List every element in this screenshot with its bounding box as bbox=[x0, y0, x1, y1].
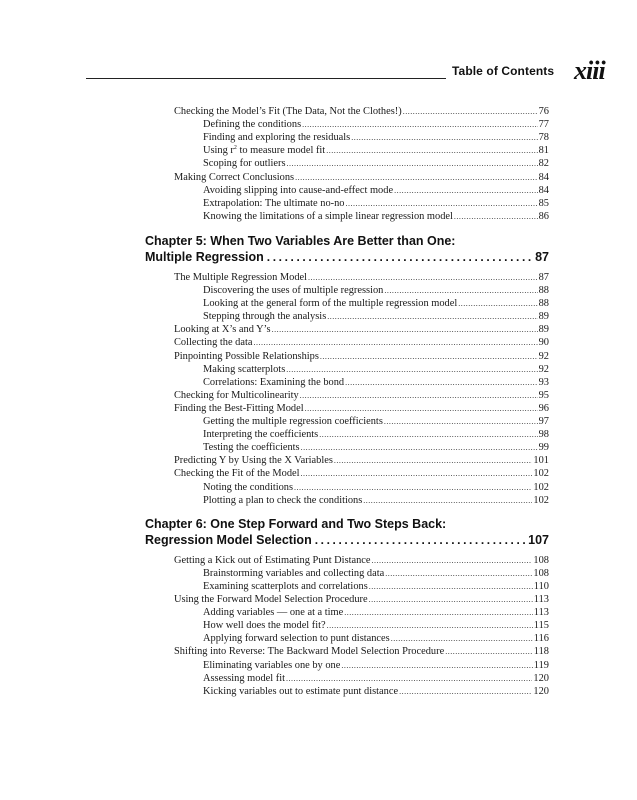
toc-entry[interactable] bbox=[203, 428, 549, 441]
dot-leader bbox=[445, 645, 533, 658]
toc-entry-title: Assessing model fit bbox=[203, 672, 285, 684]
chapter-title-line2 bbox=[145, 249, 549, 265]
toc-page-number: 98 bbox=[538, 429, 549, 441]
dot-leader bbox=[301, 467, 533, 480]
toc-entry[interactable] bbox=[203, 118, 549, 131]
toc-entry-title: Testing the coefficients bbox=[203, 442, 300, 454]
dot-leader bbox=[267, 249, 532, 265]
toc-entry-title-part: to measure model fit bbox=[236, 145, 326, 157]
toc-page-number: 84 bbox=[538, 184, 549, 196]
toc-page-number: 76 bbox=[538, 106, 549, 117]
toc-entry-title: Plotting a plan to check the conditions bbox=[203, 494, 363, 506]
dot-leader bbox=[403, 105, 538, 118]
dot-leader bbox=[320, 350, 538, 363]
dot-leader bbox=[384, 415, 538, 428]
toc-page-number: 110 bbox=[533, 580, 549, 592]
toc-entry-title: Knowing the limitations of a simple linear regression model bbox=[203, 210, 453, 222]
page-number: xiii bbox=[574, 56, 605, 85]
toc-page-number: 89 bbox=[538, 324, 549, 336]
dot-leader bbox=[326, 144, 537, 157]
toc-page-number: 116 bbox=[533, 633, 549, 645]
toc-page-number: 87 bbox=[538, 271, 549, 283]
toc-page-number: 102 bbox=[533, 494, 549, 506]
toc-entry-title: Kicking variables out to estimate punt distance bbox=[203, 685, 399, 697]
toc-entry[interactable] bbox=[174, 554, 549, 567]
toc-entry[interactable] bbox=[203, 441, 549, 454]
toc-page-number: 97 bbox=[538, 416, 549, 427]
toc-entry[interactable] bbox=[203, 619, 549, 632]
toc-page-number: 113 bbox=[533, 594, 549, 605]
toc-page-number: 84 bbox=[538, 171, 549, 183]
toc-page-number: 120 bbox=[533, 685, 549, 697]
toc-page-number: 113 bbox=[533, 607, 549, 619]
toc-entry[interactable] bbox=[203, 184, 549, 197]
toc-entry[interactable] bbox=[174, 271, 549, 284]
toc-entry-title: Stepping through the analysis bbox=[203, 311, 327, 323]
toc-entry-title: Correlations: Examining the bond bbox=[203, 376, 345, 388]
toc-page-number: 99 bbox=[538, 442, 549, 454]
toc-entry[interactable] bbox=[203, 297, 549, 310]
toc-page-number: 120 bbox=[533, 672, 549, 684]
toc-entry-title: Discovering the uses of multiple regression bbox=[203, 285, 384, 296]
toc-page-number: 89 bbox=[538, 311, 549, 323]
dot-leader bbox=[345, 376, 537, 389]
toc-entry[interactable] bbox=[203, 494, 549, 507]
toc-entry-title: Avoiding slipping into cause-and-effect mode bbox=[203, 184, 394, 196]
dot-leader bbox=[394, 184, 538, 197]
toc-entry-title bbox=[203, 144, 325, 157]
toc-entry-title: Making scatterplots bbox=[203, 363, 286, 375]
toc-entry[interactable] bbox=[203, 210, 549, 223]
toc-entry[interactable] bbox=[174, 336, 549, 349]
toc-entry[interactable] bbox=[203, 363, 549, 376]
dot-leader bbox=[372, 554, 533, 567]
chapter-heading[interactable] bbox=[145, 233, 549, 265]
dot-leader bbox=[369, 580, 533, 593]
toc-entry[interactable] bbox=[174, 454, 549, 467]
toc-entry[interactable] bbox=[203, 685, 549, 698]
dot-leader bbox=[327, 619, 533, 632]
toc-entry-title: Eliminating variables one by one bbox=[203, 659, 341, 671]
toc-page-number: 81 bbox=[538, 145, 549, 157]
toc-entry[interactable] bbox=[203, 284, 549, 297]
toc-entry[interactable] bbox=[174, 323, 549, 336]
toc-entry-title-part: Using r bbox=[203, 145, 234, 157]
toc-page-number: 77 bbox=[538, 119, 549, 131]
chapter-page-number: 107 bbox=[528, 532, 549, 547]
chapter-title-line1: Chapter 6: One Step Forward and Two Steps Back: bbox=[145, 516, 447, 531]
chapter-title-line2 bbox=[145, 532, 549, 548]
dot-leader bbox=[308, 271, 538, 284]
toc-entry[interactable] bbox=[174, 467, 549, 480]
toc-entry-title: Pinpointing Possible Relationships bbox=[174, 350, 319, 362]
chapter-title-line1: Chapter 5: When Two Variables Are Better than One: bbox=[145, 233, 456, 248]
toc-page-number: 92 bbox=[538, 350, 549, 362]
toc-entry-title: Examining scatterplots and correlations bbox=[203, 580, 368, 592]
toc-entry-title: Shifting into Reverse: The Backward Model Selection Procedure bbox=[174, 646, 445, 658]
toc-page-number: 78 bbox=[538, 132, 549, 144]
dot-leader bbox=[363, 494, 532, 507]
toc-entry-title: Predicting Y by Using the X Variables bbox=[174, 455, 333, 467]
toc-entry[interactable] bbox=[203, 659, 549, 672]
toc-entry-title: Interpreting the coefficients bbox=[203, 429, 319, 441]
toc-entry-title: How well does the model fit? bbox=[203, 620, 326, 632]
toc-entry[interactable] bbox=[203, 580, 549, 593]
chapter-page-number: 87 bbox=[535, 249, 549, 264]
toc-entry[interactable] bbox=[174, 171, 549, 184]
toc-entry-title: Finding and exploring the residuals bbox=[203, 132, 351, 144]
toc-entry-title: Checking the Fit of the Model bbox=[174, 468, 300, 480]
toc-entry-title: Brainstorming variables and collecting data bbox=[203, 567, 385, 579]
chapter-subtitle: Multiple Regression bbox=[145, 249, 264, 264]
dot-leader bbox=[302, 118, 537, 131]
toc-entry[interactable] bbox=[174, 645, 549, 658]
toc-entry-title: The Multiple Regression Model bbox=[174, 271, 308, 283]
toc-page-number: 95 bbox=[538, 389, 549, 401]
toc-entry[interactable] bbox=[203, 672, 549, 685]
toc-page-number: 88 bbox=[538, 298, 549, 310]
dot-leader bbox=[351, 131, 537, 144]
toc-entry-title: Getting the multiple regression coefficients bbox=[203, 416, 383, 427]
toc-entry-title: Scoping for outliers bbox=[203, 158, 286, 170]
toc-entry[interactable] bbox=[203, 197, 549, 210]
toc-entry-title: Adding variables — one at a time bbox=[203, 607, 344, 619]
toc-page-number: 119 bbox=[533, 659, 549, 671]
toc-entry[interactable] bbox=[203, 415, 549, 428]
toc-page-number: 88 bbox=[538, 285, 549, 296]
dot-leader bbox=[287, 157, 538, 170]
toc-page-number: 102 bbox=[533, 481, 549, 493]
toc-entry[interactable] bbox=[174, 402, 549, 415]
dot-leader bbox=[341, 659, 532, 672]
toc-page-number: 92 bbox=[538, 363, 549, 375]
dot-leader bbox=[454, 210, 538, 223]
dot-leader bbox=[399, 685, 532, 698]
toc-entry-title: Defining the conditions bbox=[203, 119, 302, 131]
toc-page-number: 85 bbox=[538, 197, 549, 209]
toc-page-number: 108 bbox=[533, 567, 549, 579]
dot-leader bbox=[458, 297, 537, 310]
dot-leader bbox=[385, 567, 532, 580]
dot-leader bbox=[305, 402, 538, 415]
dot-leader bbox=[315, 532, 525, 548]
toc-page-number: 93 bbox=[538, 376, 549, 388]
dot-leader bbox=[295, 171, 538, 184]
dot-leader bbox=[300, 389, 538, 402]
toc-entry[interactable] bbox=[203, 157, 549, 170]
dot-leader bbox=[286, 672, 532, 685]
dot-leader bbox=[327, 310, 537, 323]
toc-entry[interactable] bbox=[174, 350, 549, 363]
dot-leader bbox=[369, 593, 533, 606]
toc-entry-title: Getting a Kick out of Estimating Punt Distance bbox=[174, 554, 371, 566]
toc-entry[interactable] bbox=[174, 105, 549, 118]
toc-entry-title: Finding the Best-Fitting Model bbox=[174, 402, 304, 414]
toc-entry[interactable] bbox=[174, 389, 549, 402]
dot-leader bbox=[334, 454, 532, 467]
toc-entry-title: Checking the Model’s Fit (The Data, Not the Clothes!) bbox=[174, 106, 402, 117]
toc-page-number: 118 bbox=[533, 646, 549, 658]
toc-page-number: 108 bbox=[533, 554, 549, 566]
toc-entry-title: Collecting the data bbox=[174, 337, 253, 349]
dot-leader bbox=[346, 197, 538, 210]
superscript: 2 bbox=[233, 145, 237, 152]
toc-entry-title: Looking at the general form of the multiple regression model bbox=[203, 298, 458, 310]
dot-leader bbox=[294, 481, 532, 494]
dot-leader bbox=[384, 284, 537, 297]
toc-entry[interactable] bbox=[203, 481, 549, 494]
toc-entry-title: Noting the conditions bbox=[203, 481, 294, 493]
toc-entry-title: Applying forward selection to punt distances bbox=[203, 633, 390, 645]
toc-page-number: 115 bbox=[533, 620, 549, 632]
dot-leader bbox=[272, 323, 538, 336]
toc-entry[interactable] bbox=[174, 593, 549, 606]
chapter-subtitle: Regression Model Selection bbox=[145, 532, 312, 547]
toc-page-number: 90 bbox=[538, 337, 549, 349]
toc-entry[interactable] bbox=[203, 632, 549, 645]
toc-page-number: 96 bbox=[538, 402, 549, 414]
toc-page-number: 86 bbox=[538, 210, 549, 222]
toc-entry-title: Using the Forward Model Selection Procedure bbox=[174, 594, 368, 605]
toc-entry[interactable] bbox=[203, 131, 549, 144]
toc-entry[interactable] bbox=[203, 310, 549, 323]
dot-leader bbox=[319, 428, 537, 441]
toc-entry-title: Looking at X’s and Y’s bbox=[174, 324, 271, 336]
dot-leader bbox=[286, 363, 537, 376]
toc-page-number: 101 bbox=[533, 455, 549, 467]
chapter-heading[interactable] bbox=[145, 516, 549, 548]
toc-entry[interactable] bbox=[203, 376, 549, 389]
toc-entry[interactable] bbox=[203, 144, 549, 157]
dot-leader bbox=[301, 441, 538, 454]
dot-leader bbox=[253, 336, 537, 349]
toc-entry-title: Extrapolation: The ultimate no-no bbox=[203, 197, 345, 209]
toc-page-number: 102 bbox=[533, 468, 549, 480]
dot-leader bbox=[344, 606, 533, 619]
toc-entry[interactable] bbox=[203, 606, 549, 619]
header-rule bbox=[86, 78, 446, 79]
running-header-title: Table of Contents bbox=[452, 64, 555, 78]
dot-leader bbox=[391, 632, 533, 645]
toc-entry[interactable] bbox=[203, 567, 549, 580]
toc-entry-title: Checking for Multicolinearity bbox=[174, 389, 299, 401]
toc-entry-title: Making Correct Conclusions bbox=[174, 171, 295, 183]
toc-page-number: 82 bbox=[538, 158, 549, 170]
